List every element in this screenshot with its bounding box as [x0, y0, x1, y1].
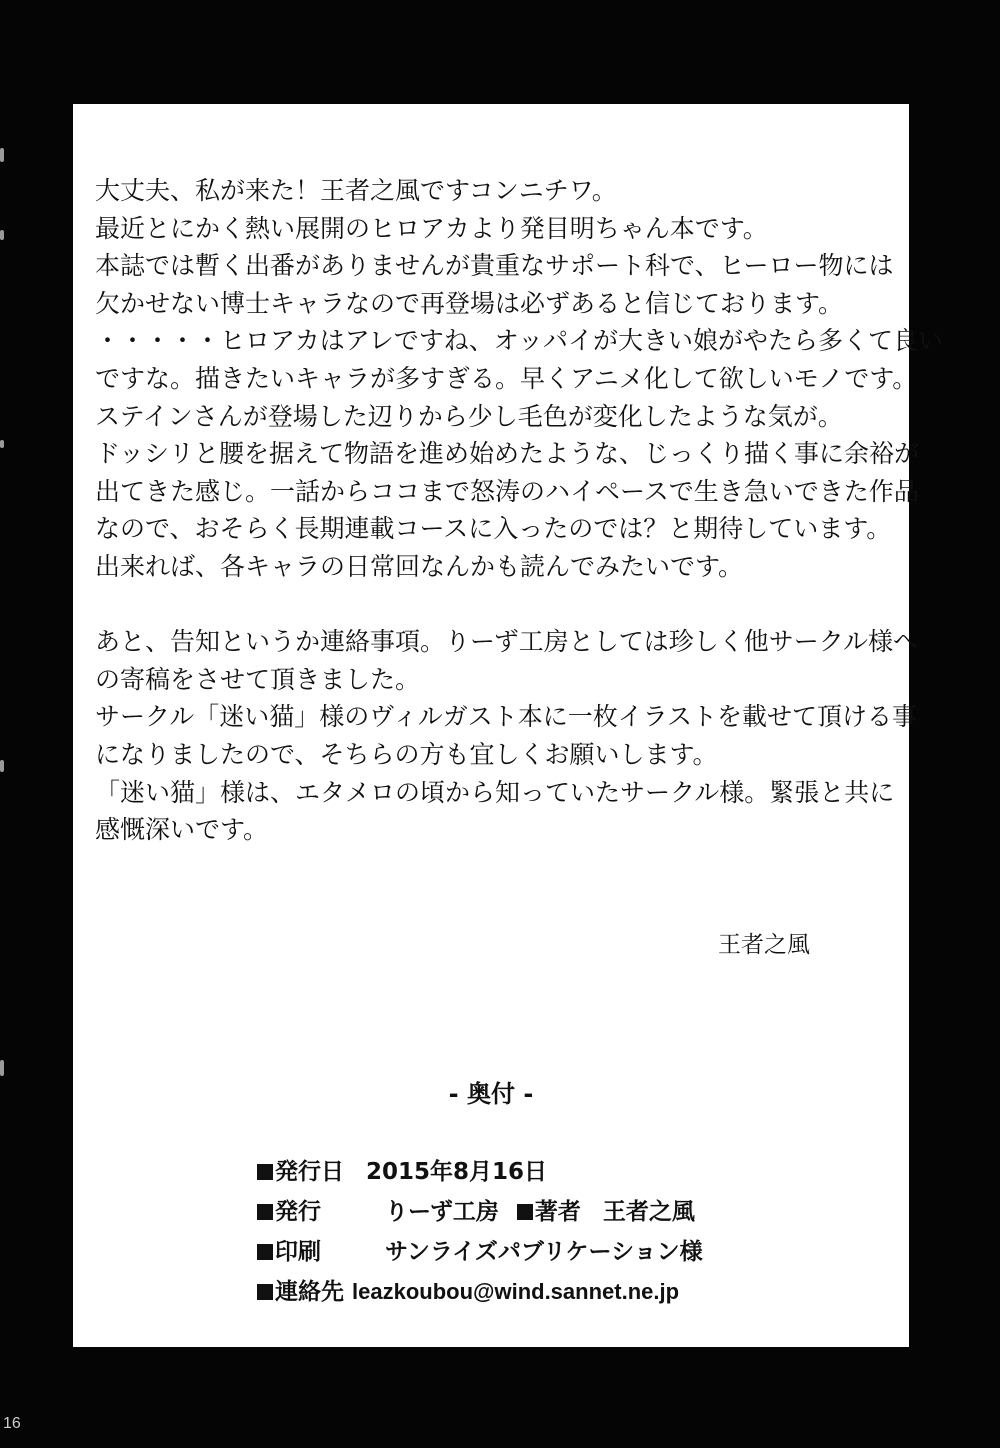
printer-label: 印刷	[275, 1239, 321, 1265]
author-value: 王者之風	[602, 1199, 695, 1225]
message-line: 欠かせない博士キャラなので再登場は必ずあると信じております。	[95, 288, 844, 318]
edge-mark	[0, 230, 4, 240]
colophon	[257, 1152, 817, 1312]
printer-value: サンライズパブリケーション様	[385, 1239, 703, 1265]
colophon-row-issue-date	[257, 1152, 817, 1192]
colophon-title: - 奥付 -	[448, 1080, 534, 1108]
message-line: 感慨深いです。	[95, 815, 269, 845]
message-line: サークル「迷い猫」様のヴィルガスト本に一枚イラストを載せて頂ける事	[95, 702, 918, 732]
message-line: の寄稿をさせて頂きました。	[95, 664, 421, 694]
edge-mark	[0, 1060, 4, 1076]
square-bullet-icon	[257, 1284, 273, 1300]
message-line: になりましたので、そちらの方も宜しくお願いします。	[95, 739, 718, 769]
contact-email[interactable]: leazkoubou@wind.sannet.ne.jp	[352, 1279, 680, 1304]
square-bullet-icon	[517, 1204, 533, 1220]
paragraph-gap	[95, 586, 895, 624]
issue-date-label: 発行日	[275, 1159, 344, 1185]
page-number: 16	[3, 1415, 21, 1432]
message-line: 出てきた感じ。一話からココまで怒涛のハイペースで生き急いできた作品	[95, 476, 919, 506]
square-bullet-icon	[257, 1204, 273, 1220]
message-line: 大丈夫、私が来た！王者之風ですコンニチワ。	[95, 176, 617, 205]
edge-mark	[0, 440, 4, 448]
edge-mark	[0, 760, 4, 772]
message-line: ・・・・・ヒロアカはアレですね、オッパイが大きい娘がやたら多くて良い	[95, 326, 944, 356]
message-line: 「迷い猫」様は、エタメロの頃から知っていたサークル様。緊張と共に	[95, 777, 895, 807]
author-signature: 王者之風	[718, 932, 810, 958]
edge-mark	[0, 148, 4, 162]
square-bullet-icon	[257, 1244, 273, 1260]
afterword-message	[95, 172, 944, 849]
message-line: ですな。描きたいキャラが多すぎる。早くアニメ化して欲しいモノです。	[95, 363, 918, 393]
message-line: あと、告知というか連絡事項。りーず工房としては珍しく他サークル様へ	[95, 627, 919, 657]
square-bullet-icon	[257, 1164, 273, 1180]
afterword-page	[73, 104, 944, 1347]
message-line: ステインさんが登場した辺りから少し毛色が変化したような気が。	[95, 401, 843, 431]
message-line: 最近とにかく熱い展開のヒロアカより発目明ちゃん本です。	[95, 213, 768, 243]
author-label: 著者	[534, 1199, 581, 1225]
issue-date-value: 2015年8月16日	[366, 1159, 548, 1185]
message-line: なので、おそらく長期連載コースに入ったのでは？と期待しています。	[95, 514, 892, 544]
contact-label: 連絡先	[275, 1279, 344, 1305]
message-line: 出来れば、各キャラの日常回なんかも読んでみたいです。	[95, 551, 744, 581]
publisher-value: りーず工房	[385, 1199, 499, 1225]
colophon-row-publisher	[257, 1192, 817, 1232]
message-line: 本誌では暫く出番がありませんが貴重なサポート科で、ヒーロー物には	[95, 251, 894, 281]
publisher-label: 発行	[275, 1199, 321, 1225]
message-line: ドッシリと腰を据えて物語を進め始めたような、じっくり描く事に余裕が	[95, 439, 920, 469]
colophon-row-printer	[257, 1232, 817, 1272]
colophon-row-contact	[257, 1272, 817, 1312]
